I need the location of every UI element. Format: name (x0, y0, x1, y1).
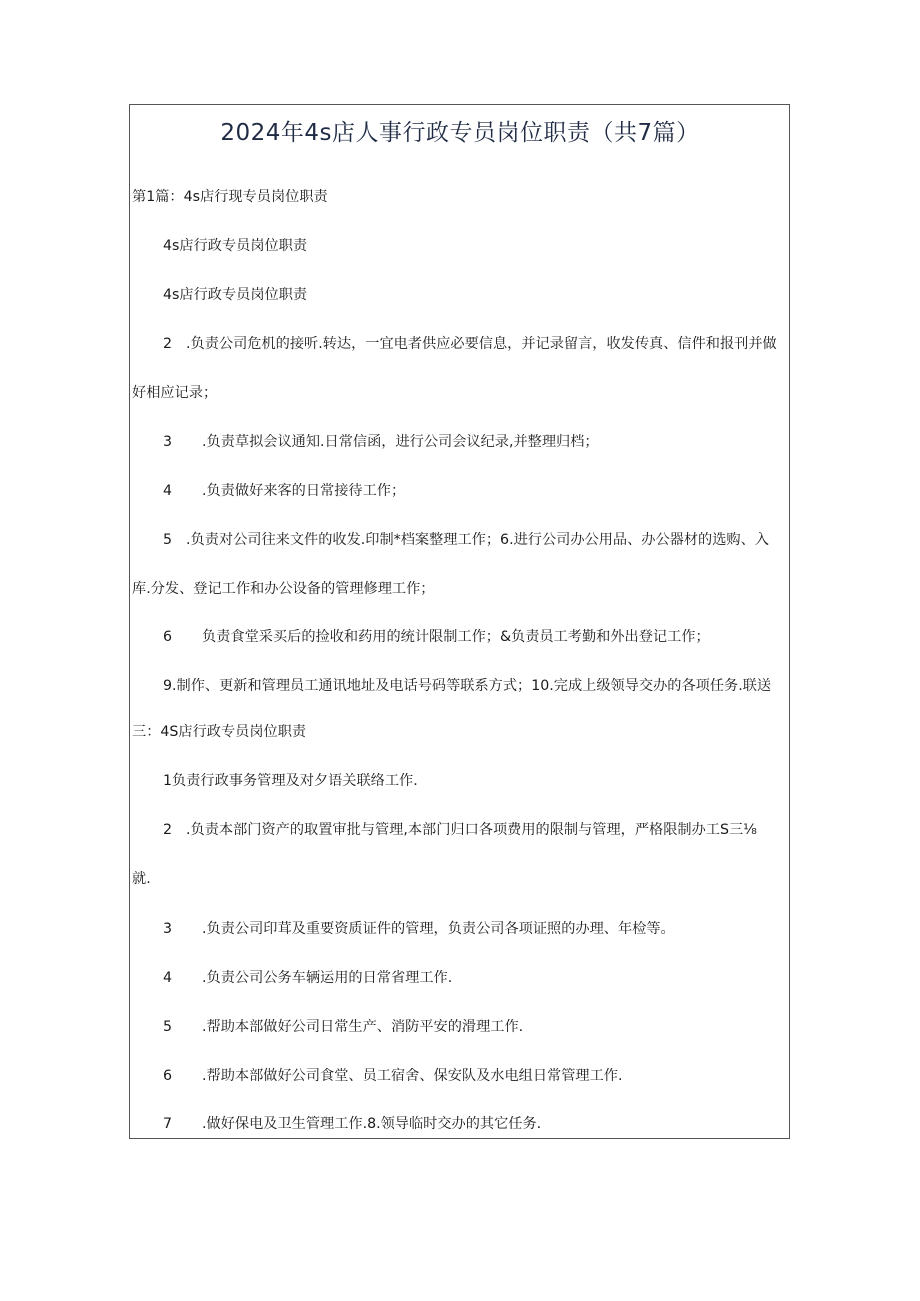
item-number: 7 (163, 1116, 173, 1132)
item-number: 5 (163, 532, 173, 548)
paragraph: 负责食堂采买后的捡收和药用的统计限制工作；&负责员工考勤和外出登记工作； (202, 629, 710, 645)
section-heading: 三：4S店行政专员岗位职责 (132, 724, 307, 740)
subheading: 4s店行政专员岗位职责 (163, 287, 308, 303)
paragraph: 好相应记录； (132, 385, 218, 401)
paragraph: .负责本部门资产的取置审批与管理,本部门归口各项费用的限制与管理，严格限制办工S三⅛ (186, 822, 757, 838)
paragraph: .负责公司印茸及重要资质证件的管理，负责公司各项证照的办理、年检等。 (202, 921, 675, 937)
document-title: 2024年4s店人事行政专员岗位职责（共7篇） (220, 120, 700, 146)
item-number: 4 (163, 483, 173, 499)
item-number: 6 (163, 629, 173, 645)
paragraph: .负责对公司往来文件的收发.印制*档案整理工作；6.进行公司办公用品、办公器材的选购、入 (186, 532, 769, 548)
paragraph: 就. (132, 871, 151, 887)
item-number: 6 (163, 1068, 173, 1084)
item-number: 3 (163, 921, 173, 937)
paragraph: 9.制作、更新和管理员工通讯地址及电话号码等联系方式；10.完成上级领导交办的各项任务.联送 (163, 678, 772, 694)
paragraph: .负责公司公务车辆运用的日常省理工作. (202, 970, 453, 986)
paragraph: .负责公司危机的接听.转达，一宜电者供应必要信息，并记录留言，收发传真、信件和报刊并做 (186, 336, 777, 352)
item-number: 4 (163, 970, 173, 986)
subheading: 4s店行政专员岗位职责 (163, 238, 308, 254)
item-number: 2 (163, 336, 173, 352)
paragraph: 1负责行政事务管理及对夕语关联络工作. (163, 773, 418, 789)
section-heading: 第1篇：4s店行现专员岗位职责 (132, 189, 328, 205)
item-number: 5 (163, 1019, 173, 1035)
paragraph: .负责草拟会议通知.日常信函，进行公司会议纪录,并整理归档； (202, 434, 599, 450)
paragraph: 库.分发、登记工作和办公设备的管理修理工作； (132, 581, 435, 597)
item-number: 2 (163, 822, 173, 838)
paragraph: .做好保电及卫生管理工作.8.领导临时交办的其它任务. (202, 1116, 542, 1132)
paragraph: .帮助本部做好公司日常生产、消防平安的滑理工作. (202, 1019, 524, 1035)
paragraph: .负责做好来客的日常接待工作； (202, 483, 406, 499)
paragraph: .帮助本部做好公司食堂、员工宿舍、保安队及水电组日常管理工作. (202, 1068, 623, 1084)
item-number: 3 (163, 434, 173, 450)
